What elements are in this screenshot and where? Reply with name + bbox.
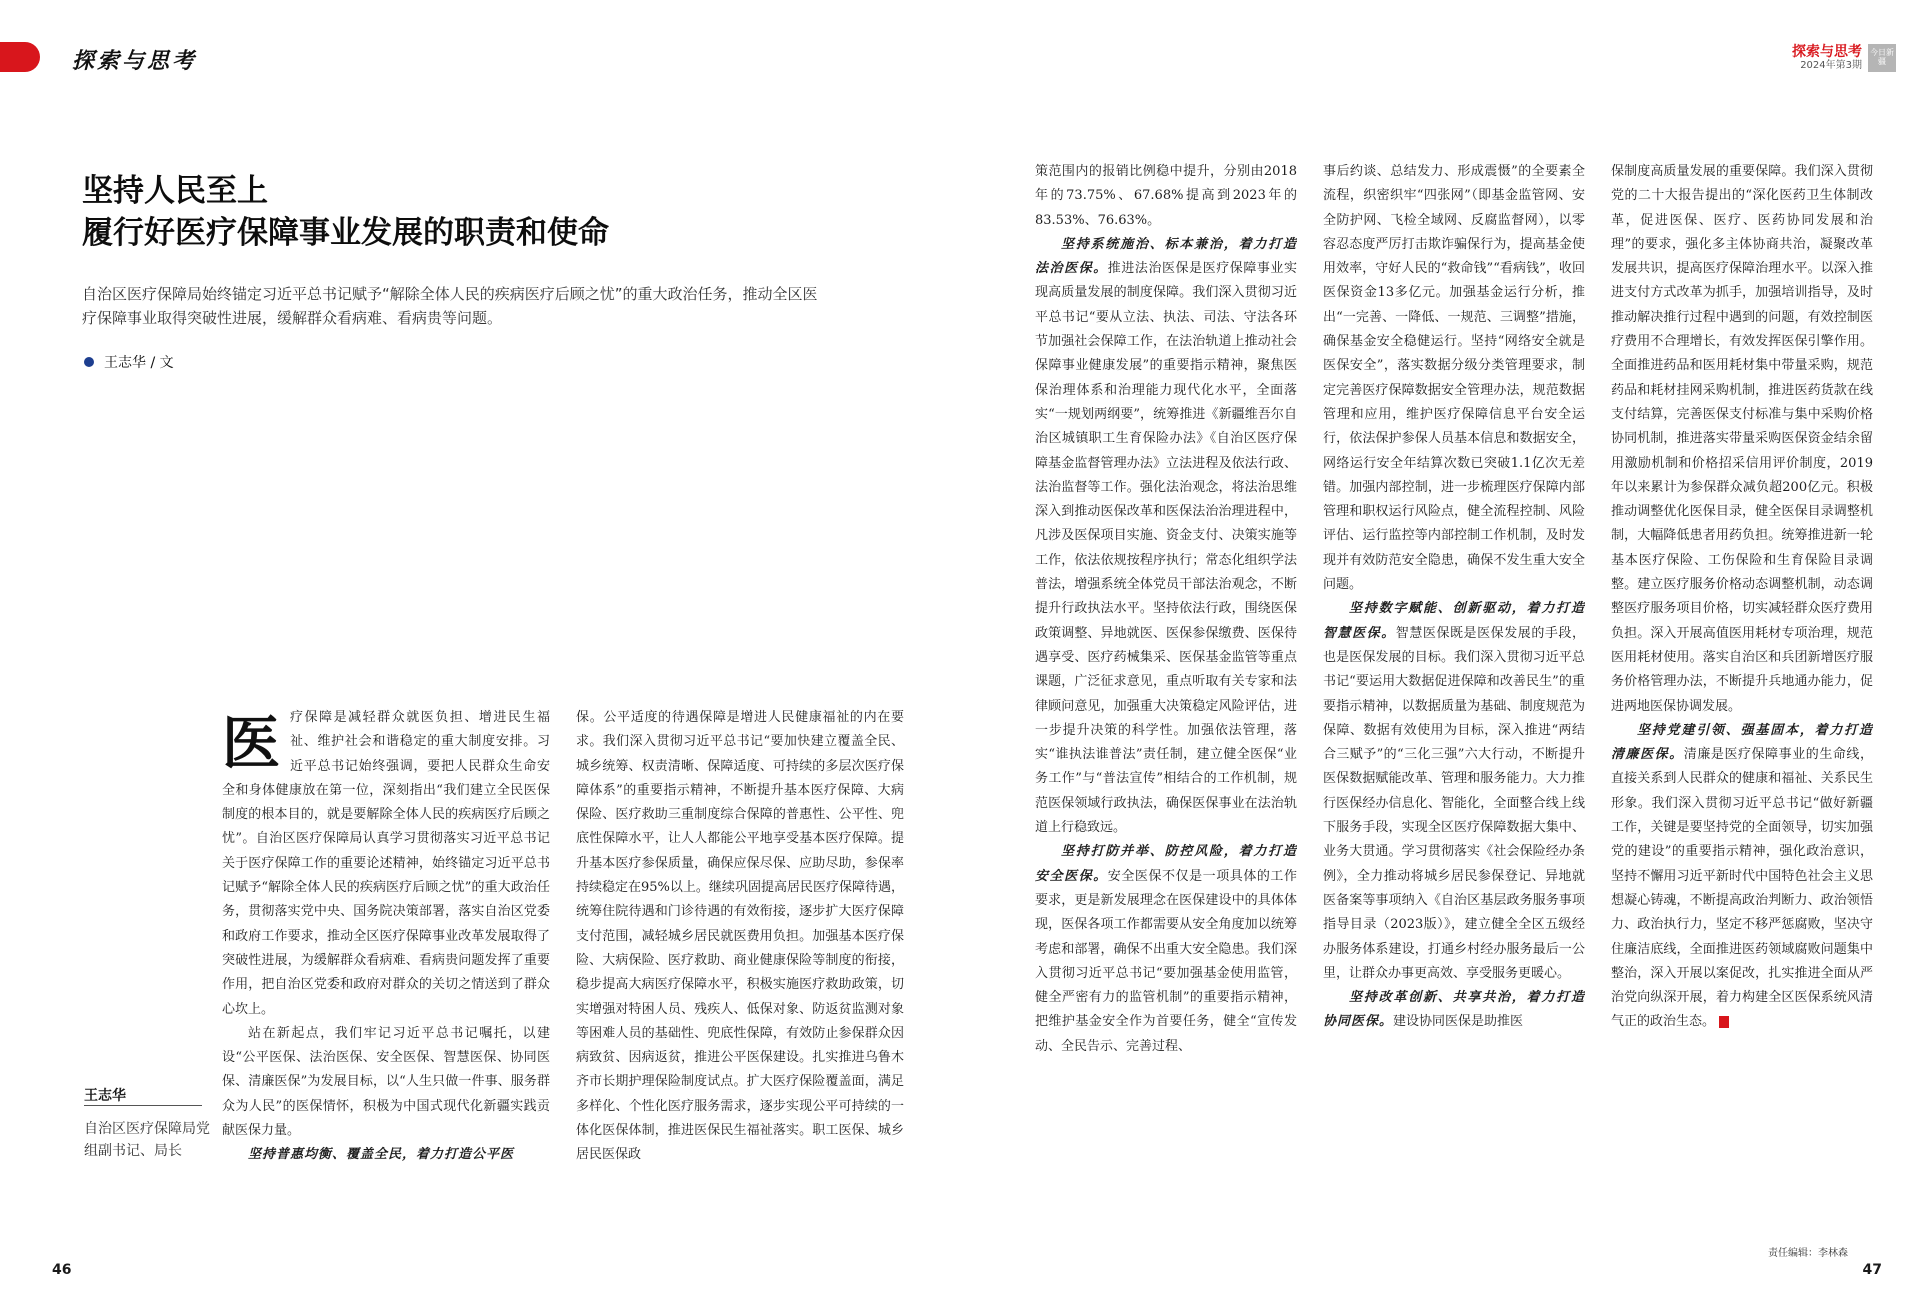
end-mark-icon — [1719, 1016, 1729, 1028]
author-title: 自治区医疗保障局党组副书记、局长 — [84, 1121, 210, 1159]
body-column-4 — [1323, 160, 1585, 1250]
body-paragraph: 坚持改革创新、共享共治，着力打造协同医保。建设协同医保是助推医 — [1323, 990, 1585, 1030]
drop-cap: 医 — [222, 709, 281, 777]
author-divider — [84, 1105, 202, 1106]
body-paragraph: 坚持打防并举、防控风险，着力打造安全医保。安全医保不仅是一项具体的工作要求，更是新发展理念在医保建设中的具体体现，医保各项工作都需要从安全角度加以统筹考虑和部署，确保不出重大安全隐患。我们深入贯彻习近平总书记“要加强基金使用监管，健全严密有力的监管机制”的重要指示精神，把维护基金安全作为首要任务，健全“宣传发动、全民告示、完善过程、 — [1035, 844, 1297, 1054]
subhead-coordinated-insurance: 坚持改革创新、共享共治，着力打造协同医保。 — [1323, 990, 1585, 1030]
article-title — [82, 170, 609, 254]
subhead-clean-insurance: 坚持党建引领、强基固本，着力打造清廉医保。 — [1611, 722, 1873, 763]
subhead-fair-insurance: 坚持普惠均衡、覆盖全民，着力打造公平医 — [248, 1147, 515, 1163]
issue-number: 2024年第3期 — [1800, 60, 1862, 71]
page-number-right: 47 — [1862, 1262, 1882, 1278]
author-name: 王志华 — [84, 1088, 126, 1104]
body-column-3 — [1035, 160, 1297, 1250]
body-paragraph: 坚持数字赋能、创新驱动，着力打造智慧医保。智慧医保既是医保发展的手段，也是医保发展的目标。我们深入贯彻习近平总书记“要运用大数据促进保障和改善民生”的重要指示精神，以数据质量为基础、制度规范为保障、数据有效使用为目标，深入推进“两结合三赋予”的“三化三强”六大行动，不断提升医保数据赋能改革、管理和服务能力。大力推行医保经办信息化、智能化，全面整合线上线下服务手段，实现全区医疗保障数据大集中、业务大贯通。学习贯彻落实《社会保险经办条例》，全力推动将城乡居民参保登记、异地就医备案等事项纳入《自治区基层政务服务事项指导目录（2023版）》，建立健全全区五级经办服务体系建设，打通乡村经办服务最后一公里，让群众办事更高效、享受服务更暖心。 — [1323, 601, 1585, 981]
section-tab-marker — [0, 42, 40, 72]
byline-dot-icon — [84, 357, 94, 367]
subhead-safe-insurance: 坚持打防并举、防控风险，着力打造安全医保。 — [1035, 844, 1297, 884]
section-title-left: 探索与思考 — [72, 48, 198, 74]
article-title-line2: 履行好医疗保障事业发展的职责和使命 — [82, 215, 609, 251]
body-paragraph: 保。公平适度的待遇保障是增进人民健康福祉的内在要求。我们深入贯彻习近平总书记“要加快建立覆盖全民、城乡统筹、权责清晰、保障适度、可持续的多层次医疗保障体系”的重要指示精神，不断提升基本医疗保障、大病保险、医疗救助三重制度综合保障的普惠性、公平性、兜底性保障水平，让人人都能公平地享受基本医疗保障。提升基本医疗参保质量，确保应保尽保、应助尽助，参保率持续稳定在95%以上。继续巩固提高居民医疗保障待遇，统筹住院待遇和门诊待遇的有效衔接，逐步扩大医疗保障支付范围，减轻城乡居民就医费用负担。加强基本医疗保险、大病保险、医疗救助、商业健康保险等制度的衔接，稳步提高大病医疗保障水平，积极实施医疗救助政策，切实增强对特困人员、残疾人、低保对象、防返贫监测对象等困难人员的基础性、兜底性保障，有效防止参保群众因病致贫、因病返贫，推进公平医保建设。扎实推进乌鲁木齐市长期护理保险制度试点。扩大医疗保险覆盖面，满足多样化、个性化医疗服务需求，逐步实现公平可持续的一体化医保体制，推进医保民生福祉落实。职工医保、城乡居民医保政 — [576, 710, 904, 1163]
article-title-line1: 坚持人民至上 — [82, 173, 268, 209]
body-paragraph: 坚持系统施治、标本兼治，着力打造法治医保。推进法治医保是医疗保障事业实现高质量发展的制度保障。我们深入贯彻习近平总书记“要从立法、执法、司法、守法各环节加强社会保障工作，在法治轨道上推动社会保障事业健康发展”的重要指示精神，聚焦医保治理体系和治理能力现代化水平，全面落实“一规划两纲要”，统筹推进《新疆维吾尔自治区城镇职工生育保险办法》《自治区医疗保障基金监督管理办法》立法进程及依法行政、法治监督等工作。强化法治观念，将法治思维深入到推动医保改革和医保法治治理进程中，凡涉及医保项目实施、资金支付、决策实施等工作，依法依规按程序执行；常态化组织学法普法，增强系统全体党员干部法治观念，不断提升行政执法水平。坚持依法行政，围绕医保政策调整、异地就医、医保参保缴费、医保待遇享受、医疗药械集采、医保基金监管等重点课题，广泛征求意见，重点听取有关专家和法律顾问意见，加强重大决策稳定风险评估，进一步提升决策的科学性。加强依法管理，落实“谁执法谁普法”责任制，建立健全医保“业务工作”与“普法宣传”相结合的工作机制，规范医保领域行政执法，确保医保事业在法治轨道上行稳致远。 — [1035, 236, 1297, 836]
article-lede: 自治区医疗保障局始终锚定习近平总书记赋予“解除全体人民的疾病医疗后顾之忧”的重大政治任务，推动全区医疗保障事业取得突破性进展，缓解群众看病难、看病贵等问题。 — [82, 285, 818, 327]
subhead-smart-insurance: 坚持数字赋能、创新驱动，着力打造智慧医保。 — [1323, 601, 1585, 641]
section-title-right: 探索与思考 — [1792, 44, 1862, 60]
magazine-logo: 今日新疆 — [1868, 44, 1896, 72]
section-header-right — [1792, 44, 1896, 72]
subhead-rule-of-law: 坚持系统施治、标本兼治，着力打造法治医保。 — [1035, 236, 1297, 277]
body-paragraph: 策范围内的报销比例稳中提升，分别由2018年的73.75%、67.68%提高到2023年的83.53%、76.63%。 — [1035, 164, 1297, 228]
byline-text: 王志华 / 文 — [104, 355, 174, 371]
body-paragraph: 站在新起点，我们牢记习近平总书记嘱托，以建设“公平医保、法治医保、安全医保、智慧医保、协同医保、清廉医保”为发展目标，以“人生只做一件事、服务群众为人民”的医保情怀，积极为中国式现代化新疆实践贡献医保力量。 — [222, 1025, 550, 1139]
body-column-1 — [222, 706, 550, 1246]
body-paragraph: 医疗保障是减轻群众就医负担、增进民生福祉、维护社会和谐稳定的重大制度安排。习近平总书记始终强调，要把人民群众生命安全和身体健康放在第一位，深刻指出“我们建立全民医保制度的根本目的，就是要解除全体人民的疾病医疗后顾之忧”。自治区医疗保障局认真学习贯彻落实习近平总书记关于医疗保障工作的重要论述精神，始终锚定习近平总书记赋予“解除全体人民的疾病医疗后顾之忧”的重大政治任务，贯彻落实党中央、国务院决策部署，落实自治区党委和政府工作要求，推动全区医疗保障事业改革发展取得了突破性进展，为缓解群众看病难、看病贵问题发挥了重要作用，把自治区党委和政府对群众的关切之情送到了群众心坎上。 — [222, 709, 550, 1017]
byline — [84, 352, 174, 372]
page-number-left: 46 — [52, 1262, 72, 1278]
body-paragraph: 事后约谈、总结发力、形成震慑”的全要素全流程，织密织牢“四张网”（即基金监管网、安全防护网、飞检全域网、反腐监督网），以零容忍态度严厉打击欺诈骗保行为，提高基金使用效率，守好人民的“救命钱”“看病钱”，收回医保资金13多亿元。加强基金运行分析，推出“一完善、一降低、一规范、三调整”措施，确保基金安全稳健运行。坚持“网络安全就是医保安全”，落实数据分级分类管理要求，制定完善医疗保障数据安全管理办法，规范数据管理和应用，维护医疗保障信息平台安全运行，依法保护参保人员基本信息和数据安全，网络运行安全年结算次数已突破1.1亿次无差错。加强内部控制，进一步梳理医疗保障内部管理和职权运行风险点，健全流程控制、风险评估、运行监控等内部控制工作机制，及时发现并有效防范安全隐患，确保不发生重大安全问题。 — [1323, 164, 1585, 593]
body-paragraph: 保制度高质量发展的重要保障。我们深入贯彻党的二十大报告提出的“深化医药卫生体制改革，促进医保、医疗、医药协同发展和治理”的要求，强化多主体协商共治，凝聚改革发展共识，提高医疗保障治理水平。以深入推进支付方式改革为抓手，加强培训指导，及时推动解决推行过程中遇到的问题，有效控制医疗费用不合理增长，有效发挥医保引擎作用。全面推进药品和医用耗材集中带量采购，规范药品和耗材挂网采购机制，推进医药货款在线支付结算，完善医保支付标准与集中采购价格协同机制，推进落实带量采购医保资金结余留用激励机制和价格招采信用评价制度，2019年以来累计为参保群众减负超200亿元。积极推动调整优化医保目录，健全医保目录调整机制，大幅降低患者用药负担。统筹推进新一轮基本医疗保险、工伤保险和生育保险目录调整。建立医疗服务价格动态调整机制，动态调整医疗服务项目价格，切实减轻群众医疗费用负担。深入开展高值医用耗材专项治理，规范医用耗材使用。落实自治区和兵团新增医疗服务价格管理办法，不断提升兵地通办能力，促进两地医保协调发展。 — [1611, 164, 1873, 714]
body-paragraph: 坚持党建引领、强基固本，着力打造清廉医保。清廉是医疗保障事业的生命线，直接关系到人民群众的健康和福祉、关系民生形象。我们深入贯彻习近平总书记“做好新疆工作，关键是要坚持党的全面领导，切实加强党的建设”的重要指示精神，强化政治意识，坚持不懈用习近平新时代中国特色社会主义思想凝心铸魂，不断提高政治判断力、政治领悟力、政治执行力，坚定不移严惩腐败，坚决守住廉洁底线，全面推进医药领域腐败问题集中整治，深入开展以案促改，扎实推进全面从严治党向纵深开展，着力构建全区医保系统风清气正的政治生态。 — [1611, 722, 1873, 1030]
body-column-2 — [576, 706, 904, 1246]
body-column-5 — [1611, 160, 1873, 1250]
editor-credit: 责任编辑：李林森 — [1768, 1248, 1848, 1259]
